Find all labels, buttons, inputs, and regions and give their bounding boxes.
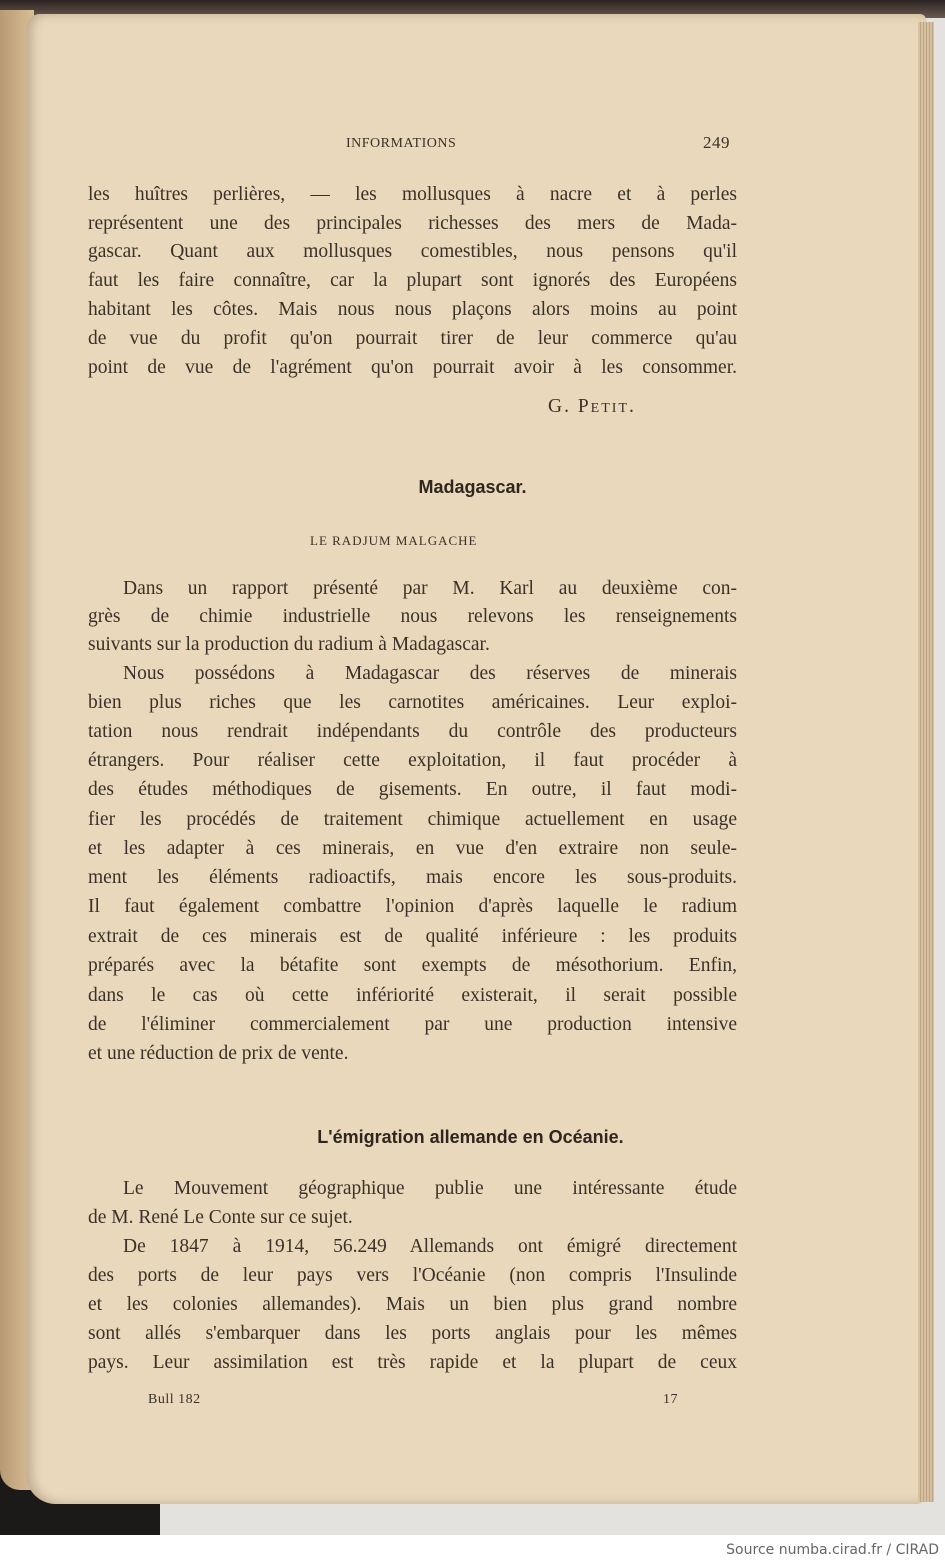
text-line: les huîtres perlières, — les mollusques à nacre et à perles [88, 184, 737, 205]
text-line: De 1847 à 1914, 56.249 Allemands ont émigré directement [123, 1236, 737, 1257]
text-line: préparés avec la bétafite sont exempts de mésothorium. Enfin, [88, 955, 737, 976]
text-line: tation nous rendrait indépendants du contrôle des producteurs [88, 721, 737, 742]
signature-mark: Bull 182 [148, 1392, 201, 1407]
page-number: 249 [703, 133, 730, 152]
text-line: habitant les côtes. Mais nous nous plaçons alors moins au point [88, 299, 737, 320]
sheet-number: 17 [663, 1392, 678, 1407]
text-line: gascar. Quant aux mollusques comestibles, nous pensons qu'il [88, 241, 737, 262]
text-line: extrait de ces minerais est de qualité inférieure : les produits [88, 926, 737, 947]
text-line: et les adapter à ces minerais, en vue d'en extraire non seule- [88, 838, 737, 859]
text-line: des études méthodiques de gisements. En outre, il faut modi- [88, 779, 737, 800]
text-line: Nous possédons à Madagascar des réserves de minerais [123, 663, 737, 684]
text-line: sont allés s'embarquer dans les ports anglais pour les mêmes [88, 1323, 737, 1344]
running-title: INFORMATIONS [346, 136, 457, 151]
section-title: L'émigration allemande en Océanie. [317, 1127, 624, 1147]
text-line: bien plus riches que les carnotites américaines. Leur exploi- [88, 692, 737, 713]
text-line: suivants sur la production du radium à Madagascar. [88, 634, 490, 655]
source-credit: Source numba.cirad.fr / CIRAD [726, 1542, 939, 1558]
text-line: des ports de leur pays vers l'Océanie (non compris l'Insulinde [88, 1265, 737, 1286]
text-line: Le Mouvement géographique publie une intéressante étude [123, 1178, 737, 1199]
text-line: représentent une des principales richesses des mers de Mada- [88, 213, 737, 234]
text-line: étrangers. Pour réaliser cette exploitation, il faut procéder à [88, 750, 737, 771]
author-signature: G. Petit. [548, 396, 636, 417]
text-line: Dans un rapport présenté par M. Karl au deuxième con- [123, 578, 737, 599]
text-line: et les colonies allemandes). Mais un bien plus grand nombre [88, 1294, 737, 1315]
text-line: Il faut également combattre l'opinion d'après laquelle le radium [88, 896, 737, 917]
section-subtitle: LE RADJUM MALGACHE [310, 533, 478, 548]
text-line: dans le cas où cette infériorité existerait, il serait possible [88, 985, 737, 1006]
text-line: et une réduction de prix de vente. [88, 1043, 349, 1064]
text-line: point de vue de l'agrément qu'on pourrait avoir à les consommer. [88, 357, 737, 378]
text-line: de vue du profit qu'on pourrait tirer de leur commerce qu'au [88, 328, 737, 349]
text-line: grès de chimie industrielle nous relevons les renseignements [88, 606, 737, 627]
text-line: ment les éléments radioactifs, mais encore les sous-produits. [88, 867, 737, 888]
text-line: pays. Leur assimilation est très rapide et la plupart de ceux [88, 1352, 737, 1373]
text-line: fier les procédés de traitement chimique actuellement en usage [88, 809, 737, 830]
section-title: Madagascar. [418, 477, 527, 497]
text-line: de M. René Le Conte sur ce sujet. [88, 1207, 353, 1228]
page-edges [918, 22, 934, 1502]
text-line: faut les faire connaître, car la plupart sont ignorés des Européens [88, 270, 737, 291]
text-line: de l'éliminer commercialement par une production intensive [88, 1014, 737, 1035]
